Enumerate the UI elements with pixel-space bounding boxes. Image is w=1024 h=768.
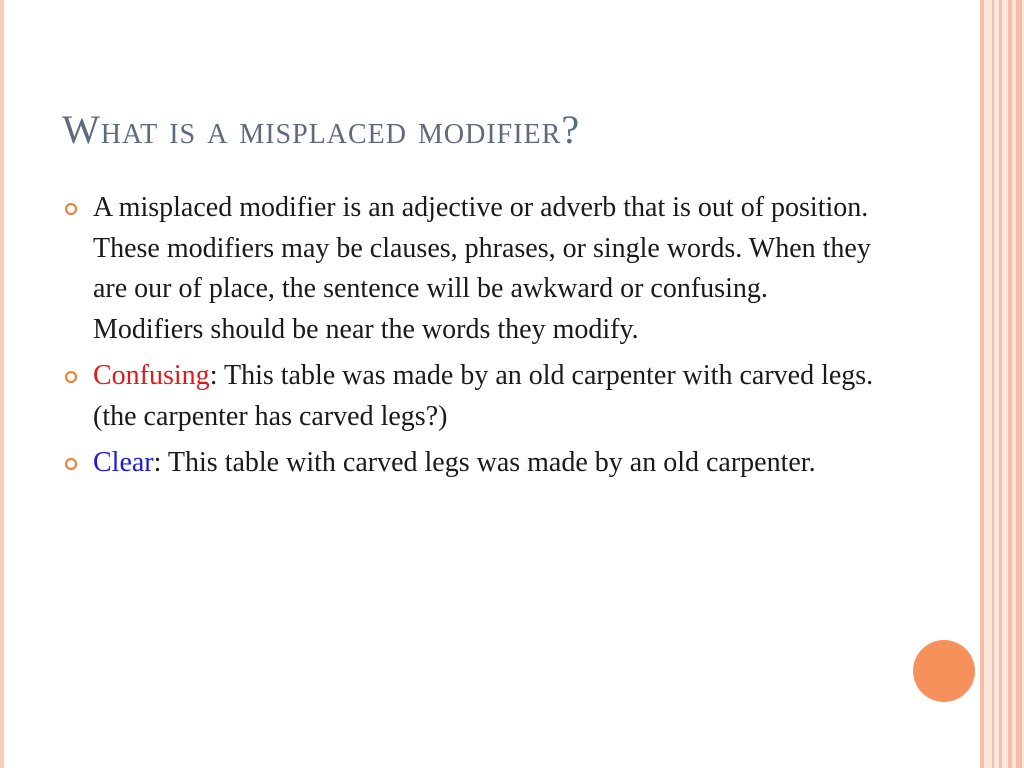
bullet-circle-icon xyxy=(65,203,77,215)
bullet-text: : This table with carved legs was made by an old carpenter. xyxy=(153,447,816,478)
right-stripe xyxy=(1008,0,1012,768)
right-stripe xyxy=(980,0,984,768)
left-border xyxy=(0,0,4,768)
slide-title: What is a misplaced modifier? xyxy=(62,107,581,152)
bullet-item-confusing xyxy=(62,356,882,437)
right-stripe xyxy=(999,0,1002,768)
bullet-text: : This table was made by an old carpenter with carved legs. (the carpenter has carved legs?) xyxy=(93,360,874,432)
confusing-label: Confusing xyxy=(93,360,210,391)
bullet-circle-icon xyxy=(65,458,77,470)
bullet-text: A misplaced modifier is an adjective or adverb that is out of position. These modifiers may be clauses, phrases, or single words. When they are our of place, the sentence will be awkward or confusing. Modifiers should be near the words they modify. xyxy=(93,192,871,345)
clear-label: Clear xyxy=(93,447,154,478)
right-stripe xyxy=(992,0,994,768)
bullet-list xyxy=(62,188,882,490)
decorative-circle xyxy=(913,640,975,702)
bullet-item-definition xyxy=(62,188,882,350)
bullet-circle-icon xyxy=(65,371,77,383)
bullet-item-clear xyxy=(62,443,882,484)
right-stripe xyxy=(1016,0,1022,768)
